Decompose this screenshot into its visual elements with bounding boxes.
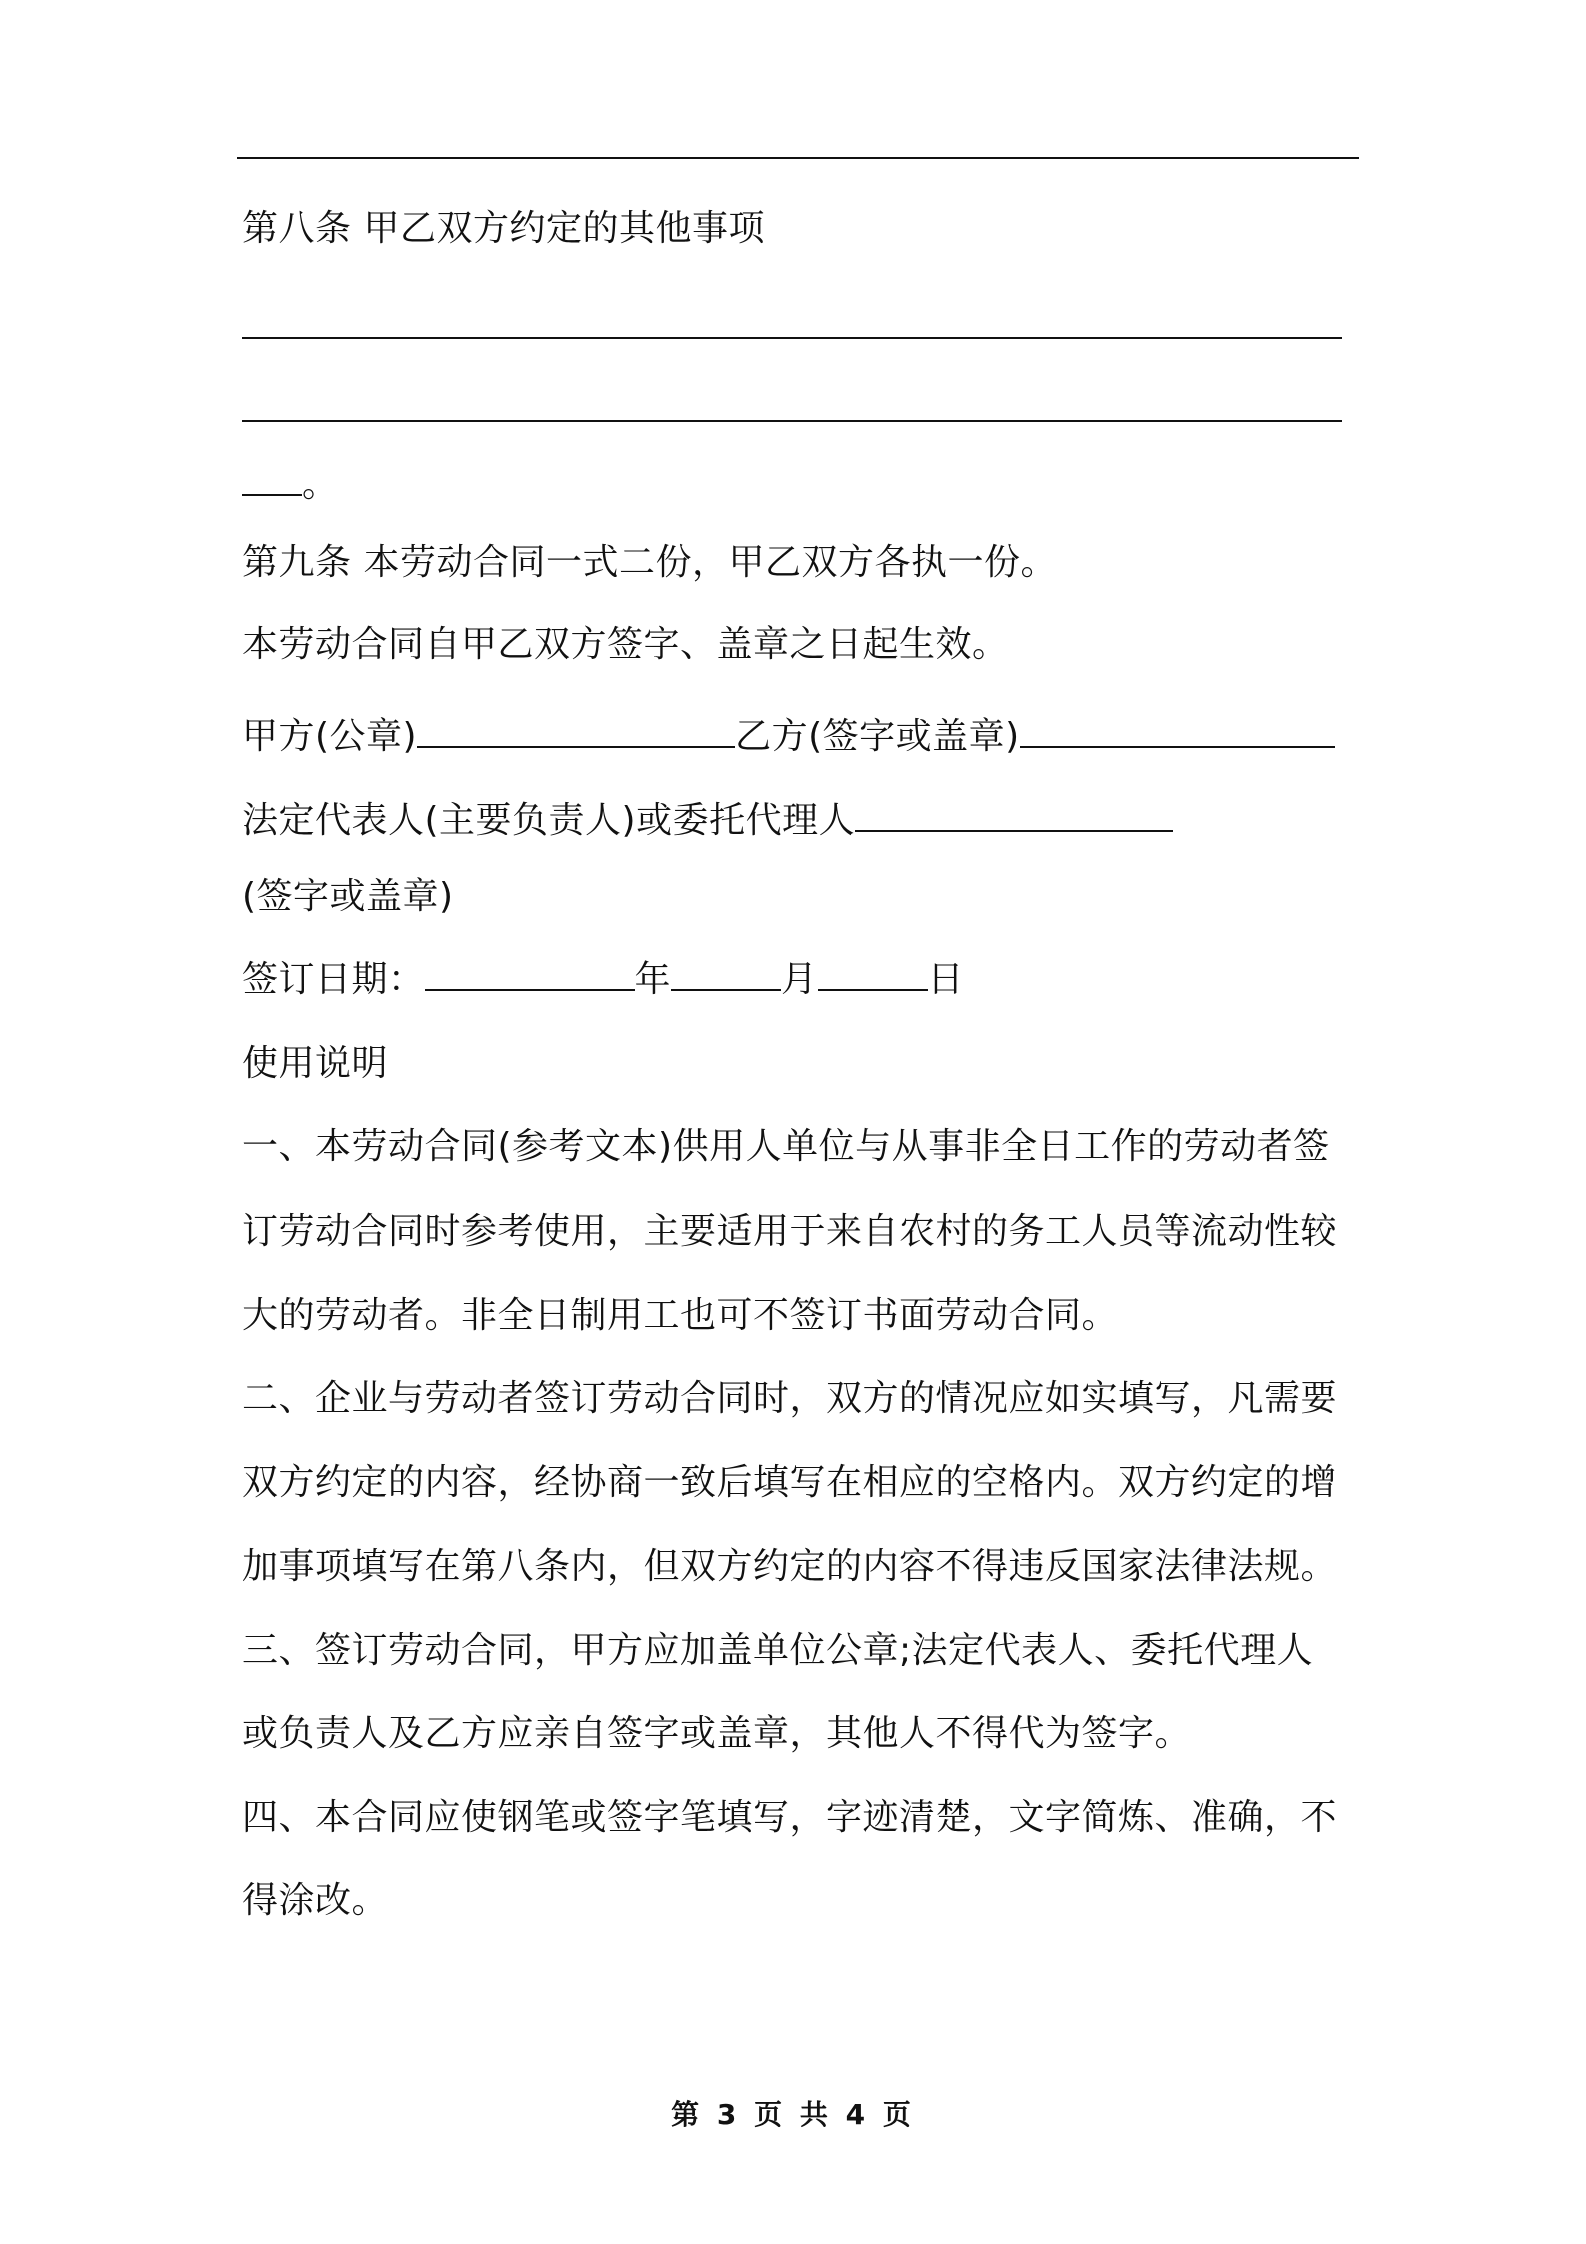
instruction-line: 一、本劳动合同(参考文本)供用人单位与从事非全日工作的劳动者签 [242,1126,1330,1167]
article-8-end: 。 [302,464,339,505]
party-signature-line [242,714,1367,760]
blank-line-1 [242,337,1342,339]
party-b-blank [1020,716,1335,748]
sign-note: (签字或盖章) [242,876,454,917]
blank-line-3 [242,462,1367,508]
day-label: 日 [927,959,965,1000]
date-label: 签订日期： [242,959,425,1000]
instruction-line: 双方约定的内容，经协商一致后填写在相应的空格内。双方约定的增 [242,1462,1338,1503]
instruction-line: 三、签订劳动合同，甲方应加盖单位公章;法定代表人、委托代理人 [242,1630,1314,1671]
instruction-line: 四、本合同应使钢笔或签字笔填写，字迹清楚，文字简炼、准确，不 [242,1797,1338,1838]
day-blank [818,959,928,991]
representative-blank [855,800,1173,832]
date-line [242,957,1367,1003]
effective-clause: 本劳动合同自甲乙双方签字、盖章之日起生效。 [242,624,1009,665]
party-a-blank [417,716,735,748]
party-b-label: 乙方(签字或盖章) [735,716,1020,757]
representative-line [242,798,1367,844]
month-blank [671,959,781,991]
page-number: 第 3 页 共 4 页 [671,2098,915,2131]
party-a-label: 甲方(公章) [242,716,418,757]
instruction-line: 或负责人及乙方应亲自签字或盖章，其他人不得代为签字。 [242,1713,1192,1754]
representative-label: 法定代表人(主要负责人)或委托代理人 [242,800,856,841]
month-label: 月 [781,959,818,1000]
instruction-line: 订劳动合同时参考使用，主要适用于来自农村的务工人员等流动性较 [242,1211,1338,1252]
instruction-line: 大的劳动者。非全日制用工也可不签订书面劳动合同。 [242,1295,1119,1336]
instructions-heading: 使用说明 [242,1043,389,1084]
header-rule [237,157,1359,159]
instruction-line: 得涂改。 [242,1880,389,1921]
article-8-title: 第八条 甲乙双方约定的其他事项 [242,208,765,249]
article-9: 第九条 本劳动合同一式二份，甲乙双方各执一份。 [242,542,1057,583]
year-blank [425,959,635,991]
blank-line-2 [242,420,1342,422]
year-label: 年 [634,959,672,1000]
blank-line-3-fill [242,464,302,496]
instruction-line: 加事项填写在第八条内，但双方约定的内容不得违反国家法律法规。 [242,1546,1338,1587]
instruction-line: 二、企业与劳动者签订劳动合同时，双方的情况应如实填写，凡需要 [242,1378,1338,1419]
